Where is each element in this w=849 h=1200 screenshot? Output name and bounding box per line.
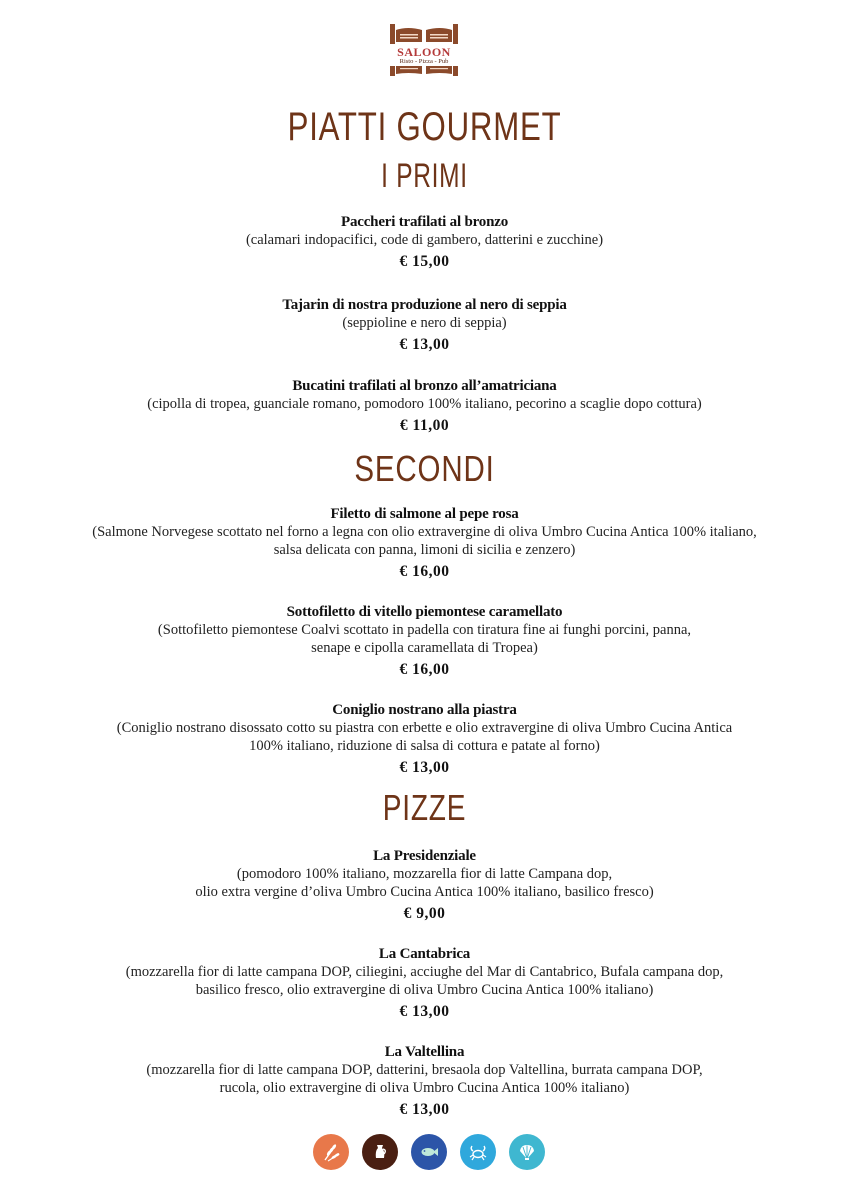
- dish-name: Bucatini trafilati al bronzo all’amatriciana: [292, 378, 557, 394]
- dish-price: € 13,00: [399, 1101, 450, 1118]
- dish-name: Coniglio nostrano alla piastra: [332, 702, 517, 718]
- dish-name: Tajarin di nostra produzione al nero di seppia: [282, 297, 567, 313]
- dish-name: Sottofiletto di vitello piemontese caramellato: [286, 604, 563, 620]
- dish-description: (seppioline e nero di seppia): [342, 315, 507, 331]
- dish-name: La Cantabrica: [378, 946, 471, 962]
- dish-price: € 13,00: [399, 1003, 450, 1020]
- logo-subtitle: Risto - Pizza - Pub: [399, 58, 449, 65]
- dish-price: € 9,00: [403, 905, 446, 922]
- menu-item: [0, 945, 849, 1022]
- menu-item: [0, 701, 849, 778]
- dish-description-line: (Salmone Norvegese scottato nel forno a legna con olio extravergine di oliva Umbro Cucina Antica 100% italiano,: [92, 524, 757, 540]
- page-title: PIATTI GOURMET: [287, 105, 562, 149]
- dish-description-line: olio extra vergine d’oliva Umbro Cucina Antica 100% italiano, basilico fresco): [195, 884, 654, 900]
- shell-icon: [509, 1134, 545, 1170]
- menu-item: [0, 213, 849, 272]
- dish-description-line: (mozzarella fior di latte campana DOP, ciliegini, acciughe del Mar di Cantabrico, Bufala campana dop,: [125, 964, 724, 980]
- dish-price: € 16,00: [399, 563, 450, 580]
- fish-icon: [411, 1134, 447, 1170]
- dish-name: Filetto di salmone al pepe rosa: [330, 506, 519, 522]
- menu-item: [0, 377, 849, 436]
- dish-description-line: 100% italiano, riduzione di salsa di cottura e patate al forno): [249, 738, 600, 754]
- dish-description: (cipolla di tropea, guanciale romano, pomodoro 100% italiano, pecorino a scaglie dopo cottura): [147, 396, 702, 412]
- dish-description-line: basilico fresco, olio extravergine di oliva Umbro Cucina Antica 100% italiano): [195, 982, 654, 998]
- menu-item: [0, 505, 849, 582]
- dish-name: La Presidenziale: [373, 848, 476, 864]
- dish-price: € 13,00: [399, 336, 450, 353]
- dish-description-line: senape e cipolla caramellata di Tropea): [311, 640, 538, 656]
- wheat-icon: [313, 1134, 349, 1170]
- section-title-primi: I PRIMI: [381, 157, 468, 195]
- dish-description-line: (mozzarella fior di latte campana DOP, datterini, bresaola dop Valtellina, burrata campana DOP,: [146, 1062, 703, 1078]
- dish-description: (calamari indopacifici, code di gambero, datterini e zucchine): [245, 232, 604, 248]
- menu-item: [0, 296, 849, 355]
- menu-item: [0, 603, 849, 680]
- crab-icon: [460, 1134, 496, 1170]
- dish-name: Paccheri trafilati al bronzo: [341, 214, 508, 230]
- dish-price: € 13,00: [399, 759, 450, 776]
- saloon-logo: [388, 22, 460, 76]
- dish-description-line: (Sottofiletto piemontese Coalvi scottato in padella con tiratura fine ai funghi porcini, panna,: [157, 622, 692, 638]
- dish-description-line: salsa delicata con panna, limoni di sicilia e zenzero): [273, 542, 576, 558]
- section-title-pizze: PIZZE: [382, 787, 467, 828]
- logo-name: SALOON: [397, 45, 451, 59]
- dish-description-line: (pomodoro 100% italiano, mozzarella fior di latte Campana dop,: [236, 866, 613, 882]
- dish-description-line: rucola, olio extravergine di oliva Umbro Cucina Antica 100% italiano): [219, 1080, 630, 1096]
- section-title-secondi: SECONDI: [354, 448, 495, 489]
- menu-item: [0, 847, 849, 924]
- dish-price: € 15,00: [399, 253, 450, 270]
- dish-price: € 11,00: [399, 417, 450, 434]
- dish-name: La Valtellina: [384, 1044, 465, 1060]
- dish-description-line: (Coniglio nostrano disossato cotto su piastra con erbette e olio extravergine di oliva Umbro Cucina Antica: [116, 720, 733, 736]
- dish-price: € 16,00: [399, 661, 450, 678]
- menu-item: [0, 1043, 849, 1120]
- milk-jug-icon: [362, 1134, 398, 1170]
- allergen-icons: [313, 1134, 545, 1170]
